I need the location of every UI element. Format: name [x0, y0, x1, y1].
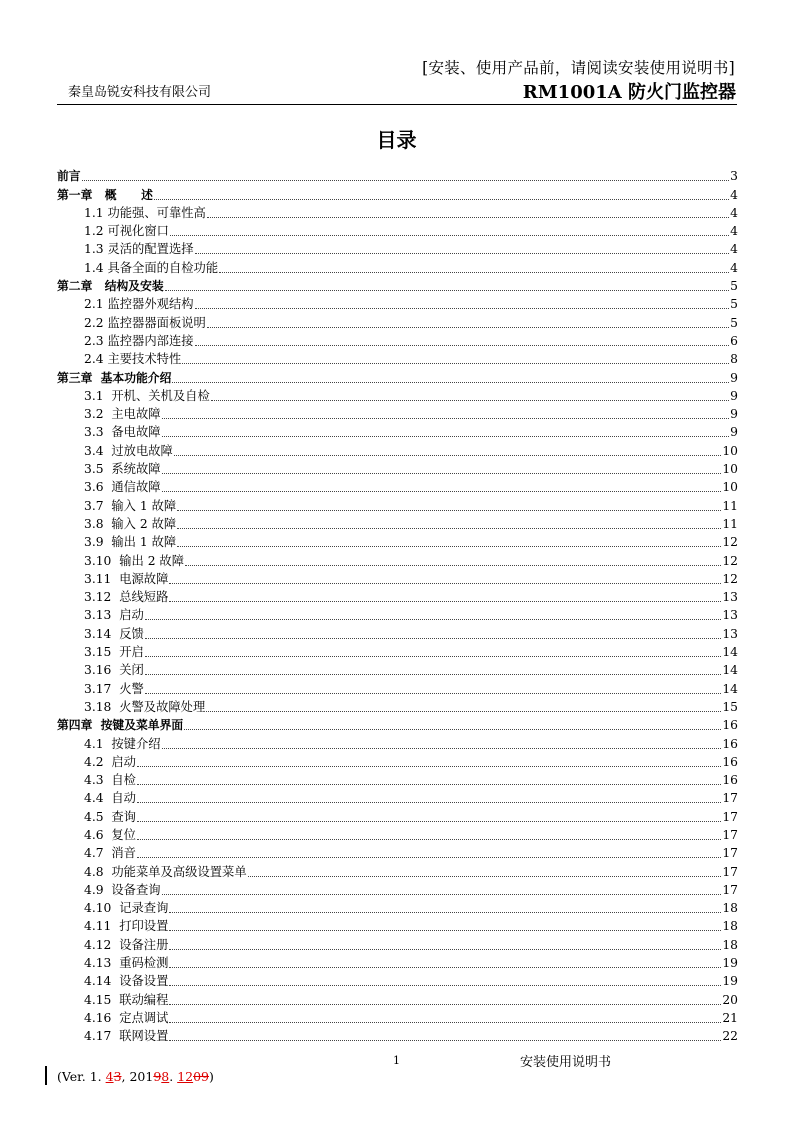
- toc-entry-label: 4.9 设备查询: [84, 882, 161, 897]
- toc-entry-page: 10: [722, 462, 738, 477]
- toc-entry-page: 9: [730, 425, 738, 440]
- toc-dot-leader: [162, 491, 722, 492]
- toc-dot-leader: [207, 217, 729, 218]
- toc-dot-leader: [169, 1022, 721, 1023]
- version-minor-deleted: 3: [113, 1069, 122, 1084]
- toc-dot-leader: [182, 363, 729, 364]
- toc-entry-page: 22: [722, 1029, 738, 1044]
- toc-entry-page: 6: [730, 333, 738, 348]
- toc-entry-page: 18: [722, 937, 738, 952]
- toc-dot-leader: [137, 766, 721, 767]
- toc-dot-leader: [169, 583, 721, 584]
- toc-entry-page: 9: [730, 407, 738, 422]
- toc-entry-page: 16: [722, 773, 738, 788]
- toc-dot-leader: [195, 308, 730, 309]
- toc-dot-leader: [162, 748, 722, 749]
- toc-entry-label: 3.3 备电故障: [84, 425, 161, 440]
- toc-entry[interactable]: [57, 806, 738, 824]
- toc-dot-leader: [169, 930, 721, 931]
- toc-entry-page: 11: [722, 498, 738, 513]
- toc-entry[interactable]: [57, 989, 738, 1007]
- toc-dot-leader: [177, 510, 721, 511]
- toc-dot-leader: [165, 290, 729, 291]
- toc-entry-label: 3.10 输出 2 故障: [84, 553, 185, 568]
- toc-dot-leader: [137, 784, 721, 785]
- toc-entry-page: 12: [722, 571, 738, 586]
- toc-entry[interactable]: [57, 569, 738, 587]
- toc-entry-page: 4: [730, 224, 738, 239]
- version-year-deleted: 9: [153, 1069, 162, 1084]
- toc-entry-label: 2.3 监控器内部连接: [84, 333, 194, 348]
- toc-entry[interactable]: [57, 587, 738, 605]
- toc-entry[interactable]: [57, 934, 738, 952]
- toc-entry-label: 3.6 通信故障: [84, 480, 161, 495]
- toc-dot-leader: [195, 253, 730, 254]
- toc-dot-leader: [162, 894, 722, 895]
- toc-entry-label: 4.16 定点调试: [84, 1010, 169, 1025]
- toc-dot-leader: [82, 180, 730, 181]
- toc-chapter[interactable]: [57, 184, 738, 202]
- toc-dot-leader: [219, 272, 729, 273]
- toc-entry-page: 3: [730, 169, 738, 184]
- toc-entry[interactable]: [57, 788, 738, 806]
- toc-entry-page: 19: [722, 956, 738, 971]
- toc-entry[interactable]: [57, 623, 738, 641]
- version-date-inserted: 12: [177, 1069, 194, 1084]
- toc-dot-leader: [162, 473, 722, 474]
- toc-entry[interactable]: [57, 733, 738, 751]
- toc-entry-page: 19: [722, 974, 738, 989]
- toc-entry-page: 16: [722, 736, 738, 751]
- toc-entry-page: 13: [722, 626, 738, 641]
- toc-entry-page: 5: [730, 297, 738, 312]
- toc-entry-label: 3.5 系统故障: [84, 462, 161, 477]
- company-name: 秦皇岛锐安科技有限公司: [68, 85, 212, 100]
- toc-entry-page: 9: [730, 388, 738, 403]
- toc-entry-page: 13: [722, 608, 738, 623]
- toc-entry-label: 3.18 火警及故障处理: [84, 699, 206, 714]
- toc-entry-page: 14: [722, 681, 738, 696]
- toc-dot-leader: [248, 876, 722, 877]
- toc-entry[interactable]: [57, 770, 738, 788]
- version-close: ): [209, 1069, 214, 1084]
- toc-entry-page: 5: [730, 279, 738, 294]
- toc-entry[interactable]: [57, 459, 738, 477]
- toc-entry-page: 16: [722, 718, 738, 733]
- toc-dot-leader: [174, 455, 721, 456]
- toc-entry[interactable]: [57, 1008, 738, 1026]
- toc-entry-label: 3.11 电源故障: [84, 571, 169, 586]
- toc-entry-label: 前言: [57, 169, 81, 184]
- toc-entry-label: 4.12 设备注册: [84, 937, 169, 952]
- toc-entry-page: 17: [722, 882, 738, 897]
- toc-dot-leader: [145, 638, 722, 639]
- toc-dot-leader: [162, 436, 730, 437]
- toc-entry[interactable]: [57, 660, 738, 678]
- toc-dot-leader: [169, 1004, 721, 1005]
- toc-entry-label: 4.7 消音: [84, 846, 136, 861]
- toc-entry-page: 10: [722, 443, 738, 458]
- toc-entry-label: 1.3 灵活的配置选择: [84, 242, 194, 257]
- toc-entry-page: 12: [722, 535, 738, 550]
- toc-entry[interactable]: [57, 294, 738, 312]
- toc-entry-page: 17: [722, 791, 738, 806]
- toc-entry-page: 14: [722, 663, 738, 678]
- toc-entry[interactable]: [57, 257, 738, 275]
- toc-dot-leader: [145, 693, 722, 694]
- toc-entry-label: 3.16 关闭: [84, 663, 144, 678]
- toc-entry[interactable]: [57, 843, 738, 861]
- toc-entry[interactable]: [57, 605, 738, 623]
- toc-entry-page: 20: [722, 992, 738, 1007]
- toc-dot-leader: [184, 729, 721, 730]
- toc-entry[interactable]: [57, 916, 738, 934]
- toc-dot-leader: [195, 345, 730, 346]
- toc-entry-page: 4: [730, 187, 738, 202]
- toc-entry[interactable]: [57, 440, 738, 458]
- toc-entry[interactable]: [57, 203, 738, 221]
- toc-entry-label: 第四章 按键及菜单界面: [57, 718, 184, 733]
- toc-entry-label: 3.17 火警: [84, 681, 144, 696]
- toc-entry-label: 第三章 基本功能介绍: [57, 370, 172, 385]
- toc-entry-page: 14: [722, 645, 738, 660]
- toc-entry-page: 18: [722, 901, 738, 916]
- toc-entry-label: 4.14 设备设置: [84, 974, 169, 989]
- toc-entry-label: 2.2 监控器器面板说明: [84, 315, 206, 330]
- toc-entry-label: 4.8 功能菜单及高级设置菜单: [84, 864, 247, 879]
- table-of-contents: [57, 166, 738, 1044]
- toc-entry-page: 17: [722, 809, 738, 824]
- toc-entry[interactable]: [57, 477, 738, 495]
- toc-dot-leader: [154, 199, 729, 200]
- version-mid: , 201: [121, 1069, 154, 1084]
- toc-entry-label: 1.1 功能强、可靠性高: [84, 205, 206, 220]
- toc-dot-leader: [137, 857, 721, 858]
- toc-dot-leader: [169, 912, 721, 913]
- toc-dot-leader: [177, 546, 721, 547]
- toc-entry-page: 4: [730, 260, 738, 275]
- toc-entry-label: 4.6 复位: [84, 827, 136, 842]
- toc-entry[interactable]: [57, 349, 738, 367]
- toc-entry-label: 3.14 反馈: [84, 626, 144, 641]
- toc-entry-page: 4: [730, 205, 738, 220]
- toc-dot-leader: [137, 821, 721, 822]
- version-open: (Ver. 1.: [57, 1069, 106, 1084]
- toc-entry-label: 4.10 记录查询: [84, 901, 169, 916]
- toc-entry[interactable]: [57, 221, 738, 239]
- toc-entry-page: 9: [730, 370, 738, 385]
- toc-chapter[interactable]: [57, 367, 738, 385]
- toc-entry[interactable]: [57, 422, 738, 440]
- toc-dot-leader: [145, 619, 722, 620]
- toc-entry-page: 5: [730, 315, 738, 330]
- toc-entry-page: 15: [722, 699, 738, 714]
- toc-entry[interactable]: [57, 642, 738, 660]
- toc-dot-leader: [169, 601, 721, 602]
- product-name: RM1001A 防火门监控器: [522, 82, 736, 103]
- toc-entry-label: 3.15 开启: [84, 645, 144, 660]
- toc-entry-label: 3.9 输出 1 故障: [84, 535, 177, 550]
- toc-entry-label: 3.4 过放电故障: [84, 443, 173, 458]
- toc-entry[interactable]: [57, 752, 738, 770]
- toc-entry-label: 4.4 自动: [84, 791, 136, 806]
- toc-entry[interactable]: [57, 678, 738, 696]
- toc-chapter[interactable]: [57, 715, 738, 733]
- toc-entry-page: 21: [722, 1010, 738, 1025]
- toc-entry-label: 1.4 具备全面的自检功能: [84, 260, 219, 275]
- toc-entry-page: 16: [722, 754, 738, 769]
- toc-entry-label: 4.15 联动编程: [84, 992, 169, 1007]
- header-note: [安装、使用产品前，请阅读安装使用说明书]: [422, 59, 735, 77]
- toc-entry-label: 4.13 重码检测: [84, 956, 169, 971]
- toc-entry-label: 4.11 打印设置: [84, 919, 169, 934]
- header-rule: [57, 104, 737, 105]
- toc-entry[interactable]: [57, 880, 738, 898]
- toc-entry-page: 10: [722, 480, 738, 495]
- version-minor-inserted: 4: [105, 1069, 114, 1084]
- toc-entry-page: 12: [722, 553, 738, 568]
- toc-entry[interactable]: [57, 404, 738, 422]
- toc-dot-leader: [169, 985, 721, 986]
- toc-dot-leader: [137, 802, 721, 803]
- toc-entry-page: 18: [722, 919, 738, 934]
- toc-entry-page: 17: [722, 827, 738, 842]
- toc-entry-label: 4.1 按键介绍: [84, 736, 161, 751]
- toc-entry-page: 11: [722, 516, 738, 531]
- toc-dot-leader: [207, 327, 729, 328]
- toc-entry-label: 3.2 主电故障: [84, 407, 161, 422]
- toc-dot-leader: [185, 565, 721, 566]
- footer-doc-name: 安装使用说明书: [520, 1055, 612, 1070]
- toc-entry[interactable]: [57, 825, 738, 843]
- toc-dot-leader: [206, 711, 721, 712]
- toc-entry-page: 8: [730, 352, 738, 367]
- toc-entry-label: 3.1 开机、关机及自检: [84, 388, 210, 403]
- toc-entry[interactable]: [57, 239, 738, 257]
- toc-entry-label: 4.17 联网设置: [84, 1029, 169, 1044]
- toc-dot-leader: [145, 674, 722, 675]
- toc-dot-leader: [145, 656, 722, 657]
- toc-dot-leader: [170, 235, 729, 236]
- toc-entry-label: 4.3 自检: [84, 773, 136, 788]
- toc-entry-page: 4: [730, 242, 738, 257]
- footer-page-number: 1: [393, 1054, 400, 1067]
- toc-chapter[interactable]: [57, 276, 738, 294]
- revision-bar: [45, 1066, 47, 1085]
- version-year-inserted: 8: [161, 1069, 170, 1084]
- toc-dot-leader: [137, 839, 721, 840]
- toc-entry-label: 3.7 输入 1 故障: [84, 498, 177, 513]
- toc-dot-leader: [211, 400, 729, 401]
- toc-entry-label: 2.4 主要技术特性: [84, 352, 182, 367]
- toc-entry-page: 17: [722, 846, 738, 861]
- toc-dot-leader: [162, 418, 730, 419]
- toc-dot-leader: [177, 528, 721, 529]
- toc-entry[interactable]: [57, 550, 738, 568]
- toc-dot-leader: [169, 1040, 721, 1041]
- toc-entry[interactable]: [57, 312, 738, 330]
- toc-entry-label: 4.2 启动: [84, 754, 136, 769]
- page-title: 目录: [376, 128, 417, 152]
- toc-entry[interactable]: [57, 861, 738, 879]
- toc-entry[interactable]: [57, 331, 738, 349]
- version-sep: .: [169, 1069, 178, 1084]
- toc-entry-label: 4.5 查询: [84, 809, 136, 824]
- toc-entry[interactable]: [57, 495, 738, 513]
- toc-dot-leader: [172, 382, 729, 383]
- toc-entry-page: 17: [722, 864, 738, 879]
- toc-entry[interactable]: [57, 898, 738, 916]
- toc-entry-label: 3.13 启动: [84, 608, 144, 623]
- toc-entry[interactable]: [57, 514, 738, 532]
- version-line: [57, 1069, 214, 1084]
- toc-entry-page: 13: [722, 590, 738, 605]
- toc-entry[interactable]: [57, 953, 738, 971]
- toc-chapter[interactable]: [57, 166, 738, 184]
- toc-entry[interactable]: [57, 971, 738, 989]
- toc-entry[interactable]: [57, 697, 738, 715]
- toc-dot-leader: [169, 967, 721, 968]
- toc-entry-label: 3.12 总线短路: [84, 590, 169, 605]
- toc-entry-label: 2.1 监控器外观结构: [84, 297, 194, 312]
- toc-entry[interactable]: [57, 386, 738, 404]
- toc-dot-leader: [169, 949, 721, 950]
- toc-entry[interactable]: [57, 532, 738, 550]
- toc-entry-label: 1.2 可视化窗口: [84, 224, 169, 239]
- version-date-deleted: 09: [193, 1069, 209, 1084]
- toc-entry-label: 第一章 概 述: [57, 187, 153, 202]
- toc-entry[interactable]: [57, 1026, 738, 1044]
- toc-entry-label: 3.8 输入 2 故障: [84, 516, 177, 531]
- toc-entry-label: 第二章 结构及安装: [57, 279, 164, 294]
